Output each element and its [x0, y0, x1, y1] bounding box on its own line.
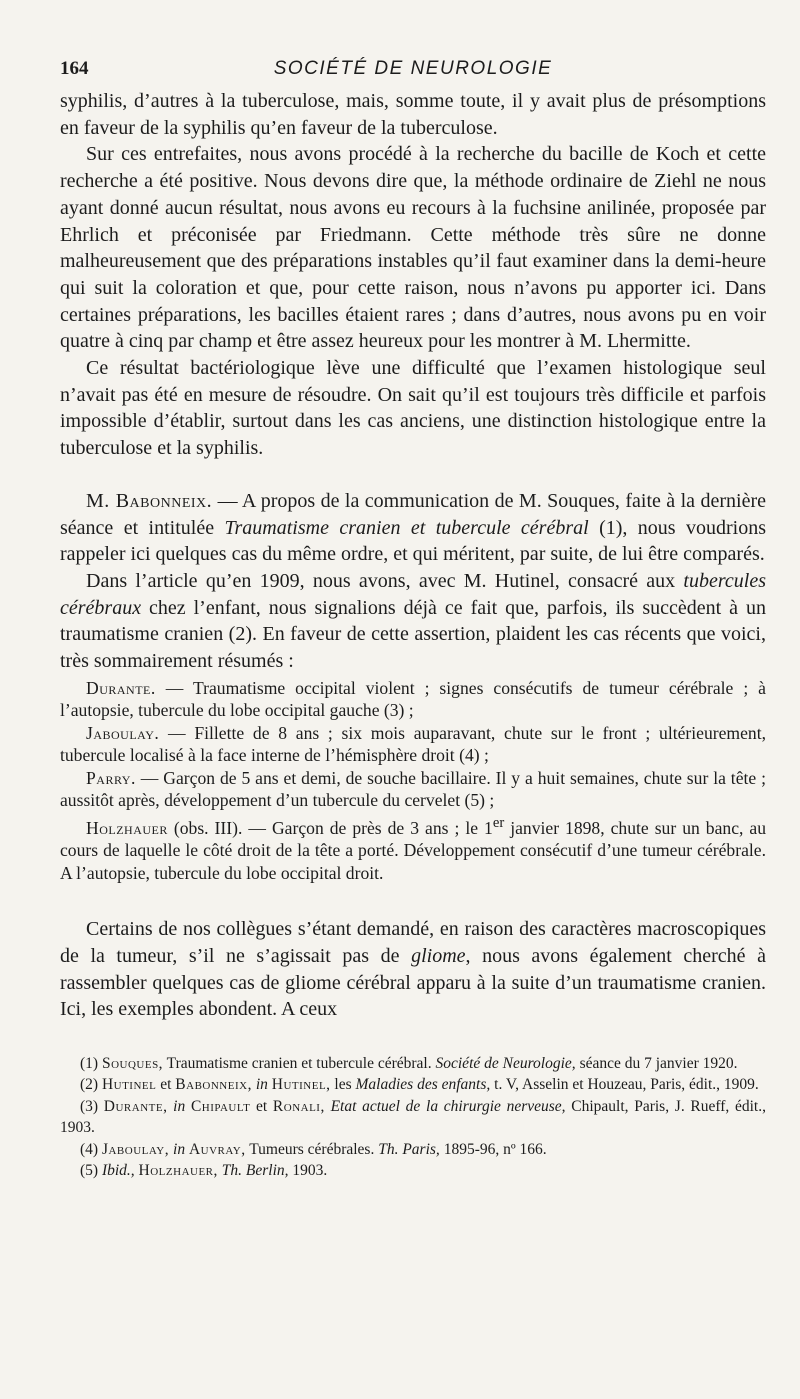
running-head: SOCIÉTÉ DE NEUROLOGIE — [273, 58, 553, 79]
speaker-name: M. Babonneix. — [86, 489, 213, 512]
footnote-4: (4) Jaboulay, in Auvray, Tumeurs cérébrales. Th. Paris, 1895-96, nº 166. — [80, 1140, 547, 1158]
footnote-1: (1) Souques, Traumatisme cranien et tubercule cérébral. Société de Neurologie, séance du 7 janvier 1920. — [80, 1054, 738, 1072]
case-item: Jaboulay. — Fillette de 8 ans ; six mois auparavant, chute sur le front ; ultérieurement, tubercule localisé à la face interne de l’hémisphère droit (4) ; — [60, 722, 766, 766]
page — [60, 58, 766, 1181]
case-item: Holzhauer (obs. III). — Garçon de près de 3 ans ; le 1er janvier 1898, chute sur un banc, au cours de laquelle le côté droit de la tête a porté. Développement consécutif d’une tumeur cérébrale. A l’autopsie, tubercule du lobe occipital droit. — [60, 814, 766, 883]
footnote-2: (2) Hutinel et Babonneix, in Hutinel, les Maladies des enfants, t. V, Asselin et Houzeau, Paris, édit., 1909. — [80, 1076, 759, 1094]
page-header — [60, 58, 766, 88]
main-text — [60, 88, 766, 675]
case-list — [60, 677, 766, 884]
case-item: Durante. — Traumatisme occipital violent ; signes consécutifs de tumeur cérébrale ; à l’autopsie, tubercule du lobe occipital gauche (3) ; — [60, 677, 766, 721]
case-item: Parry. — Garçon de 5 ans et demi, de souche bacillaire. Il y a huit semaines, chute sur la tête ; aussitôt après, développement d’un tubercule du cervelet (5) ; — [60, 767, 766, 811]
cited-title: Traumatisme cranien et tubercule cérébral — [224, 516, 589, 539]
paragraph-2: Sur ces entrefaites, nous avons procédé à la recherche du bacille de Koch et cette recherche a été positive. Nous devons dire que, la méthode ordinaire de Ziehl ne nous ayant donné aucun résultat, nous avons eu recours à la fuchsine anilinée, proposée par Ehrlich et préconisée par Friedmann. Cette méthode très sûre ne donne malheureusement que des préparations instables qu’il faut examiner dans la demi-heure qui suit la coloration et que, pour cette raison, nous n’avons pu apporter ici. Dans certaines préparations, les bacilles étaient rares ; dans d’autres, nous avons pu en voir quatre à cinq par champ et être assez heureux pour les montrer à M. Lhermitte. — [60, 143, 766, 353]
paragraph-5: Dans l’article qu’en 1909, nous avons, avec M. Hutinel, consacré aux tubercules cérébraux chez l’enfant, nous signalions déjà ce fait que, parfois, ils succèdent à un traumatisme cranien (2). En faveur de cette assertion, plaident les cas récents que voici, très sommairement résumés : — [60, 569, 766, 673]
footnote-3: (3) Durante, in Chipault et Ronali, Etat actuel de la chirurgie nerveuse, Chipault, Paris, J. Rueff, édit., 1903. — [60, 1097, 766, 1137]
page-number: 164 — [60, 58, 89, 79]
paragraph-3: Ce résultat bactériologique lève une difficulté que l’examen histologique seul n’avait pas été en mesure de résoudre. On sait qu’il est toujours très difficile et parfois impossible d’établir, surtout dans les cas anciens, une distinction histologique entre la tuberculose et la syphilis. — [60, 357, 766, 460]
paragraph-4: M. Babonneix. — A propos de la communication de M. Souques, faite à la dernière séance et intitulée Traumatisme cranien et tubercule cérébral (1), nous voudrions rappeler ici quelques cas du même ordre, et qui méritent, par suite, de lui être comparés. — [60, 489, 767, 566]
footnote-5: (5) Ibid., Holzhauer, Th. Berlin, 1903. — [80, 1161, 328, 1179]
paragraph-6: Certains de nos collègues s’étant demandé, en raison des caractères macroscopiques de la tumeur, s’il ne s’agissait pas de gliome, nous avons également cherché à rassembler quelques cas de gliome cérébral apparu à la suite d’un traumatisme cranien. Ici, les exemples abondent. A ceux — [60, 918, 766, 1021]
footnotes — [60, 1053, 766, 1181]
paragraph-1: syphilis, d’autres à la tuberculose, mais, somme toute, il y avait plus de présomptions en faveur de la syphilis qu’en faveur de la tuberculose. — [60, 90, 766, 139]
